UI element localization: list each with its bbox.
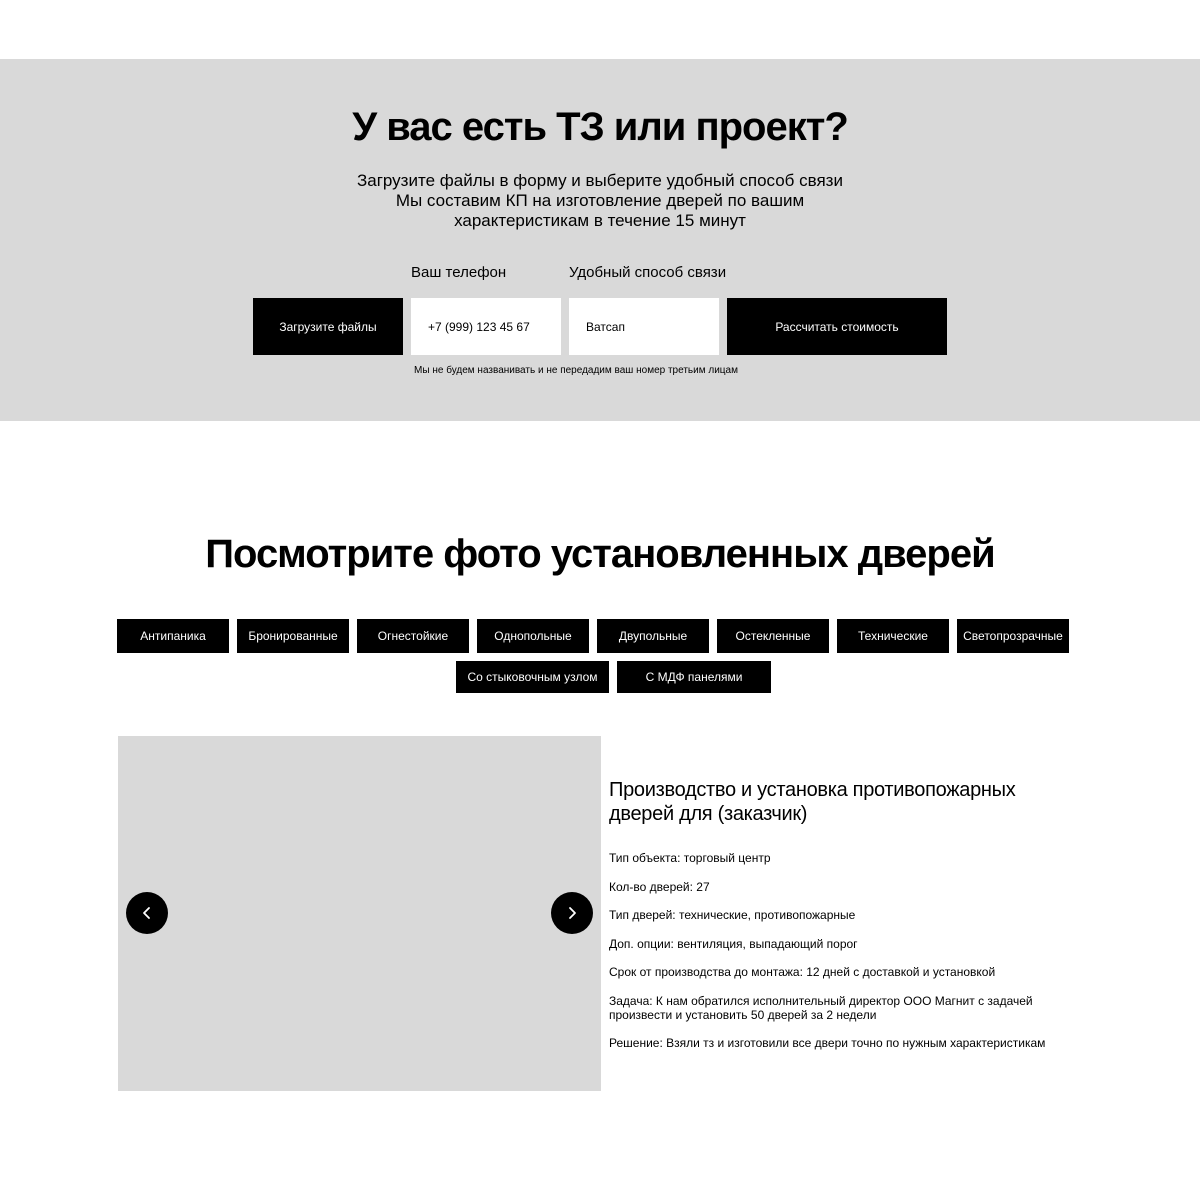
filter-technical[interactable]: Технические: [837, 619, 949, 653]
calculate-price-button[interactable]: Рассчитать стоимость: [727, 298, 947, 355]
filter-translucent[interactable]: Светопрозрачные: [957, 619, 1069, 653]
phone-label: Ваш телефон: [411, 264, 507, 281]
filter-mdf-panels[interactable]: С МДФ панелями: [617, 661, 771, 693]
project-task: Задача: К нам обратился исполнительный директор ООО Магнит с задачей произвести и установить 50 дверей за 2 недели: [609, 993, 1033, 1022]
project-door-type: Тип дверей: технические, противопожарные: [609, 908, 856, 922]
filter-fireproof[interactable]: Огнестойкие: [357, 619, 469, 653]
project-details: [609, 851, 1089, 1065]
filter-single-leaf[interactable]: Однопольные: [477, 619, 589, 653]
project-door-count: Кол-во дверей: 27: [609, 879, 710, 894]
request-form-section: [0, 59, 1200, 421]
hero-subtitle: [350, 171, 850, 231]
hero-subtitle-line: характеристикам в течение 15 минут: [454, 211, 746, 230]
chevron-right-icon: [565, 906, 579, 920]
hero-subtitle-line: Загрузите файлы в форму и выберите удобный способ связи: [357, 171, 843, 190]
slider-prev-button[interactable]: [126, 892, 168, 934]
filter-antipanic[interactable]: Антипаника: [117, 619, 229, 653]
filter-docking-node[interactable]: Со стыковочным узлом: [456, 661, 609, 693]
filter-glazed[interactable]: Остекленные: [717, 619, 829, 653]
contact-method-select[interactable]: Ватсап: [569, 298, 719, 355]
project-options: Доп. опции: вентиляция, выпадающий порог: [609, 936, 858, 951]
chevron-left-icon: [140, 906, 154, 920]
privacy-note: Мы не будем названивать и не передадим ваш номер третьим лицам: [414, 365, 738, 376]
gallery-title: Посмотрите фото установленных дверей: [205, 532, 995, 576]
phone-input[interactable]: [411, 298, 561, 355]
project-title: Производство и установка противопожарных дверей для (заказчик): [609, 779, 1016, 825]
hero-title: У вас есть ТЗ или проект?: [352, 105, 848, 149]
project-photo-slider: [118, 736, 601, 1091]
filter-double-leaf[interactable]: Двупольные: [597, 619, 709, 653]
filter-armored[interactable]: Бронированные: [237, 619, 349, 653]
upload-files-button[interactable]: Загрузите файлы: [253, 298, 403, 355]
project-solution: Решение: Взяли тз и изготовили все двери точно по нужным характеристикам: [609, 1036, 1046, 1050]
project-object-type: Тип объекта: торговый центр: [609, 851, 771, 865]
project-timeline: Срок от производства до монтажа: 12 дней с доставкой и установкой: [609, 965, 996, 979]
slider-next-button[interactable]: [551, 892, 593, 934]
contact-method-label: Удобный способ связи: [569, 264, 727, 281]
hero-subtitle-line: Мы составим КП на изготовление дверей по вашим: [395, 191, 805, 210]
